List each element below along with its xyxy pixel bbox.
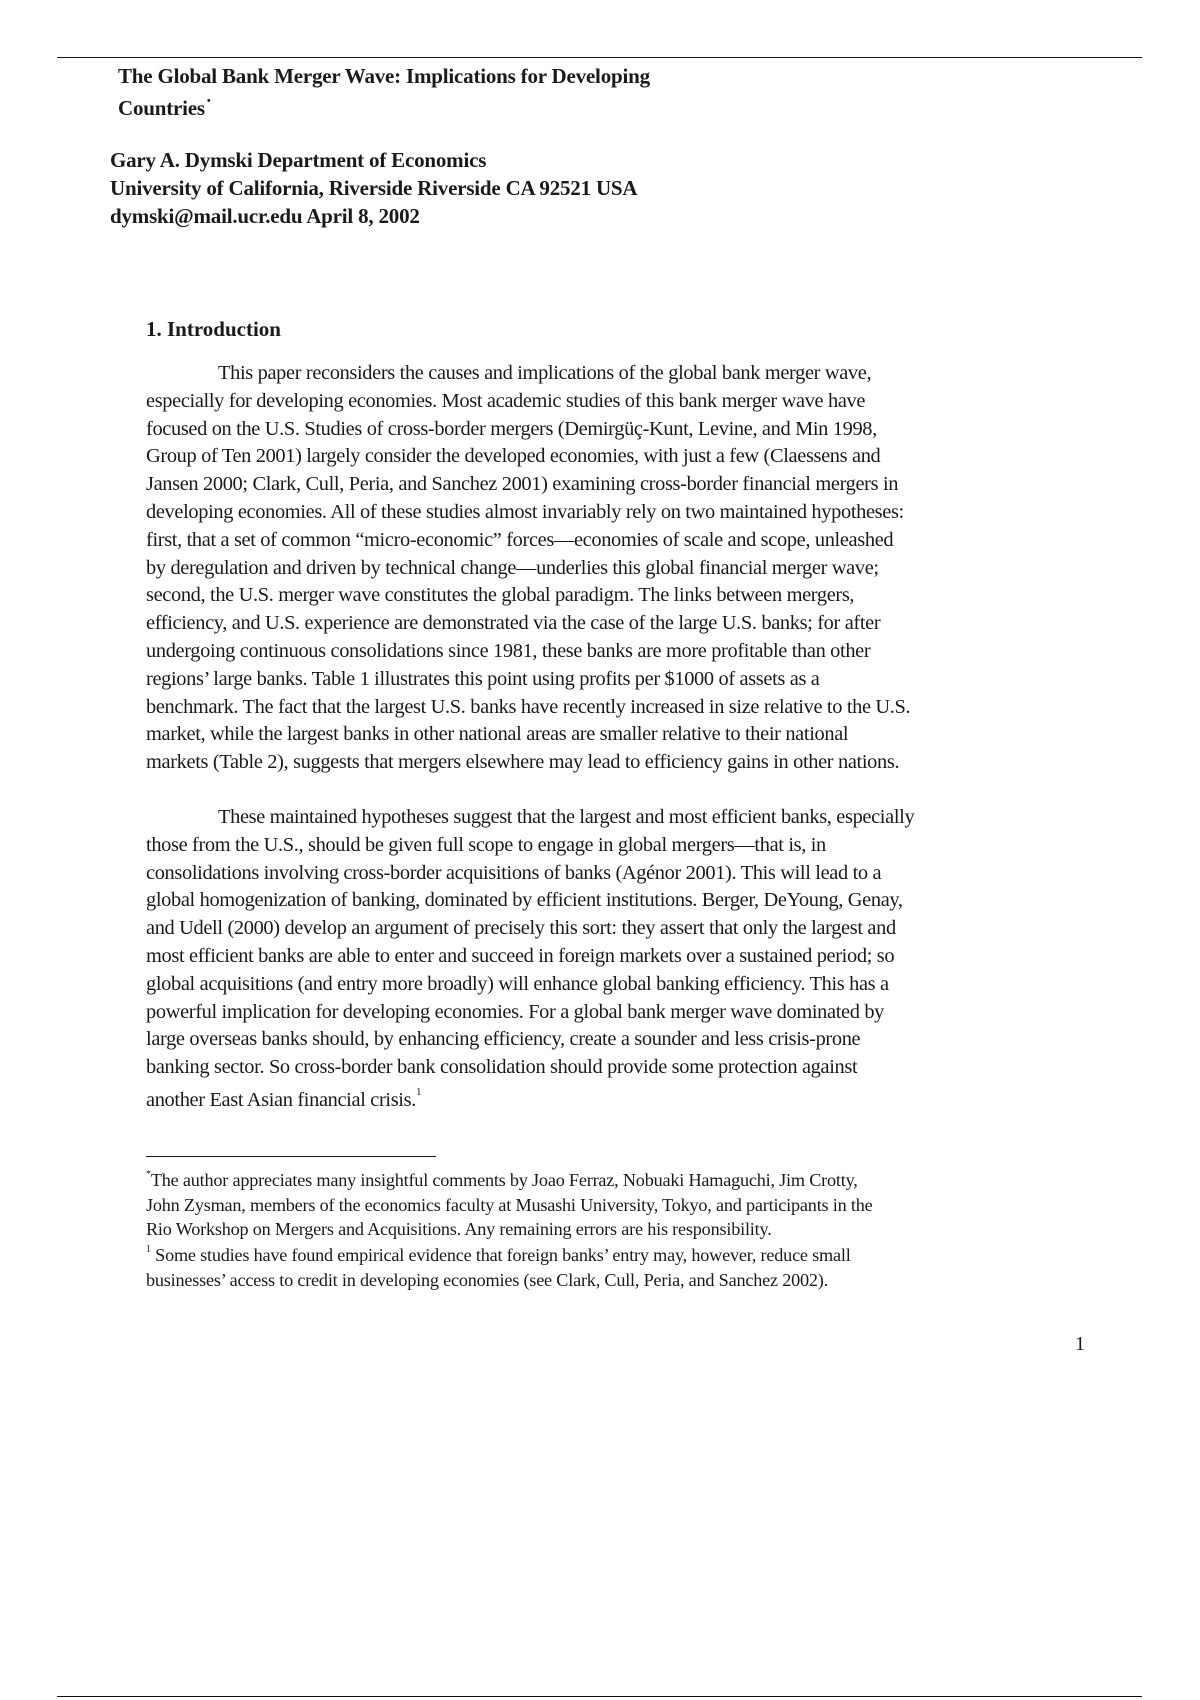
paragraph-line: by deregulation and driven by technical change—underlies this global financial merger wave; (146, 556, 879, 579)
footnote-reference: 1 (415, 1085, 422, 1098)
author-block (110, 146, 910, 230)
paragraph-line: These maintained hypotheses suggest that the largest and most efficient banks, especially (218, 806, 915, 828)
author-line-1: Gary A. Dymski Department of Economics (110, 148, 487, 172)
paragraph-line: large overseas banks should, by enhancing efficiency, create a sounder and less crisis-prone (146, 1028, 861, 1051)
top-rule (57, 57, 1142, 58)
title-line-1: The Global Bank Merger Wave: Implications for Developing (118, 64, 650, 88)
footnote-line (146, 1240, 1096, 1268)
paragraph-line: undergoing continuous consolidations since 1981, these banks are more profitable than other (146, 639, 871, 662)
paragraph-line: efficiency, and U.S. experience are demonstrated via the case of the large U.S. banks; for after (146, 612, 881, 635)
paragraph-line-text: another East Asian financial crisis. (146, 1088, 416, 1111)
paragraph-line: market, while the largest banks in other national areas are smaller relative to their national (146, 723, 849, 746)
author-line-3: dymski@mail.ucr.edu April 8, 2002 (110, 204, 420, 228)
paragraph-line: global acquisitions (and entry more broadly) will enhance global banking efficiency. This has a (146, 972, 889, 995)
title-footnote-marker: • (206, 95, 211, 107)
paragraph-last-line (146, 1082, 1096, 1115)
paragraph-line: global homogenization of banking, dominated by efficient institutions. Berger, DeYoung, Genay, (146, 889, 903, 912)
paragraph-line: banking sector. So cross-border bank consolidation should provide some protection against (146, 1056, 858, 1079)
paragraph-line: Group of Ten 2001) largely consider the developed economies, with just a few (Claessens and (146, 445, 881, 468)
paragraph-2 (146, 804, 1096, 1115)
author-line-2: University of California, Riverside Riverside CA 92521 USA (110, 176, 638, 200)
footnote-marker: * (146, 1169, 151, 1180)
paragraph-line: and Udell (2000) develop an argument of precisely this sort: they assert that only the largest and (146, 917, 896, 940)
paragraph-line: Jansen 2000; Clark, Cull, Peria, and Sanchez 2001) examining cross-border financial mergers in (146, 473, 899, 496)
paragraph-line: powerful implication for developing economies. For a global bank merger wave dominated by (146, 1000, 885, 1023)
title-line-2-text: Countries (118, 96, 205, 120)
bottom-rule (57, 1696, 1142, 1697)
paragraph-line: regions’ large banks. Table 1 illustrates this point using profits per $1000 of assets as a (146, 667, 820, 690)
paragraph-line: This paper reconsiders the causes and implications of the global bank merger wave, (218, 362, 872, 384)
footnote-marker: 1 (146, 1244, 151, 1255)
footnote-separator (146, 1156, 436, 1157)
footnote-line: businesses’ access to credit in developing economies (see Clark, Cull, Peria, and Sanchez 2002). (146, 1269, 828, 1290)
section-heading: 1. Introduction (146, 317, 281, 341)
page-number: 1 (1075, 1333, 1085, 1355)
paragraph-line: second, the U.S. merger wave constitutes the global paradigm. The links between mergers, (146, 584, 855, 607)
paragraph-line: especially for developing economies. Most academic studies of this bank merger wave have (146, 389, 866, 412)
paragraph-line: most efficient banks are able to enter and succeed in foreign markets over a sustained period; so (146, 944, 895, 967)
paper-title (118, 62, 798, 122)
footnote-line (146, 1165, 1096, 1193)
footnote-line: John Zysman, members of the economics faculty at Musashi University, Tokyo, and participants in the (146, 1194, 873, 1215)
footnote-line: Rio Workshop on Mergers and Acquisitions. Any remaining errors are his responsibility. (146, 1219, 772, 1240)
footnote-line-text: The author appreciates many insightful comments by Joao Ferraz, Nobuaki Hamaguchi, Jim Crotty, (150, 1170, 858, 1191)
paragraph-line: developing economies. All of these studies almost invariably rely on two maintained hypotheses: (146, 500, 904, 523)
paragraph-line: those from the U.S., should be given full scope to engage in global mergers—that is, in (146, 833, 826, 856)
paragraph-line: consolidations involving cross-border acquisitions of banks (Agénor 2001). This will lead to a (146, 861, 882, 884)
paragraph-line: markets (Table 2), suggests that mergers elsewhere may lead to efficiency gains in other nations. (146, 751, 900, 774)
title-line-2 (118, 90, 798, 122)
paragraph-line: first, that a set of common “micro-economic” forces—economies of scale and scope, unleashed (146, 528, 894, 551)
paragraph-1 (146, 360, 1096, 777)
footnote-acknowledgement (146, 1165, 1096, 1242)
footnote-line-text: Some studies have found empirical evidence that foreign banks’ entry may, however, reduce small (150, 1245, 851, 1266)
paragraph-line: benchmark. The fact that the largest U.S. banks have recently increased in size relative to the U.S. (146, 695, 911, 718)
paragraph-line: focused on the U.S. Studies of cross-border mergers (Demirgüç-Kunt, Levine, and Min 1998, (146, 417, 877, 440)
footnote-1 (146, 1240, 1096, 1292)
